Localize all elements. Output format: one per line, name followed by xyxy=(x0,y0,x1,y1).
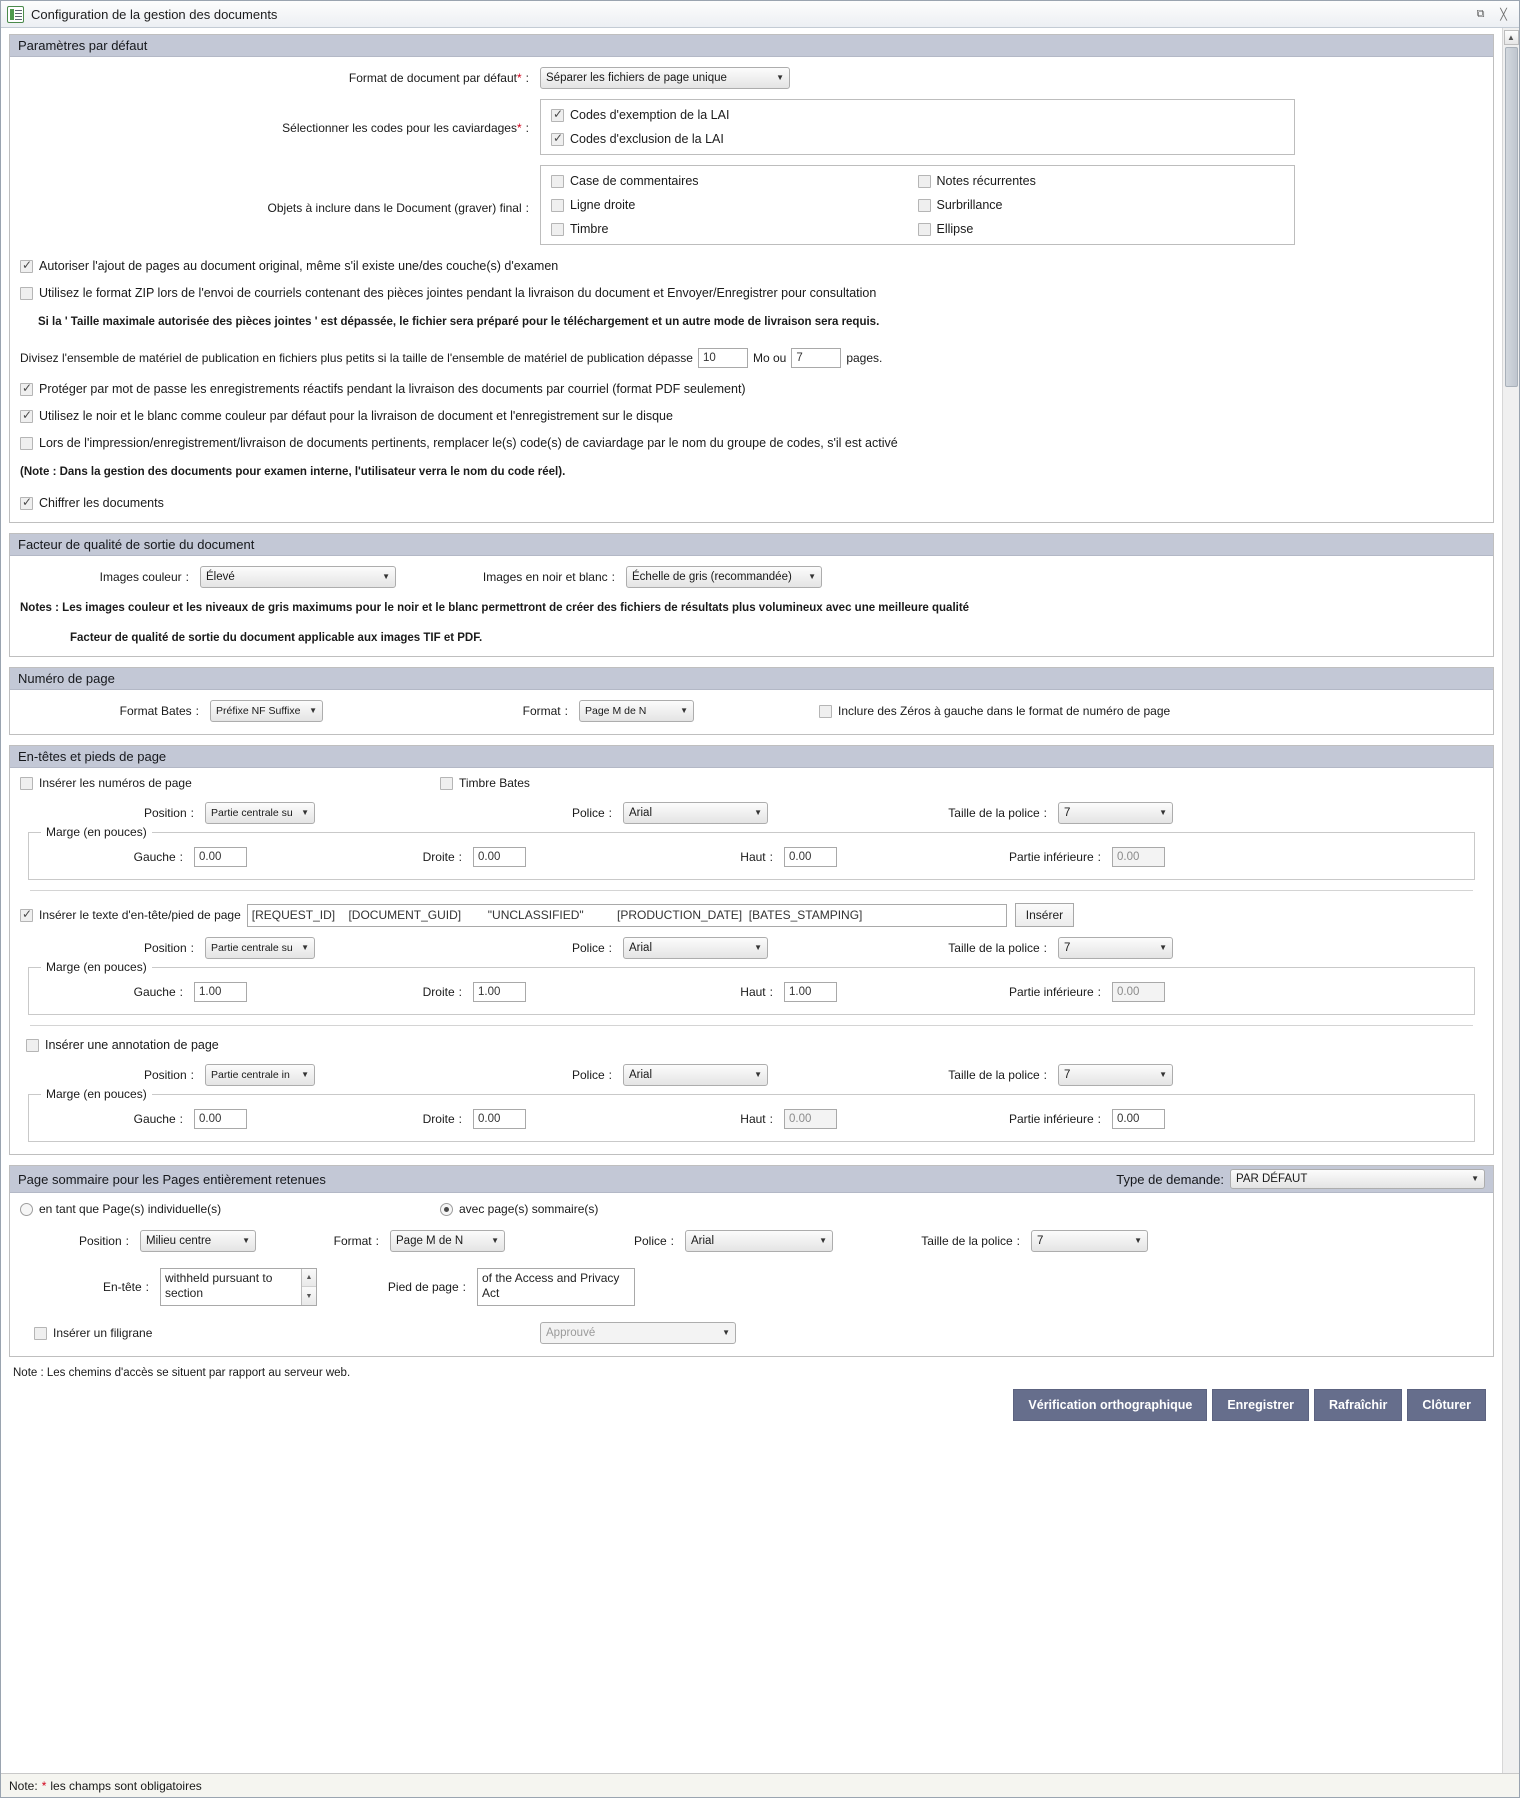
block2-left-label: Gauche : xyxy=(133,985,183,999)
checkbox-icon[interactable] xyxy=(551,223,564,236)
block3-position-label: Position : xyxy=(143,1068,194,1082)
chevron-down-icon: ▼ xyxy=(722,1328,730,1337)
checkbox-lai-exemption[interactable]: ✓ Codes d'exemption de la LAI xyxy=(551,108,926,122)
checkbox-straight-line[interactable]: Ligne droite xyxy=(551,198,918,212)
block2-police-label: Police : xyxy=(571,941,612,955)
summary-header-spinner[interactable] xyxy=(301,1269,316,1305)
block1-margins-row xyxy=(29,847,1474,867)
summary-footer-field[interactable] xyxy=(477,1268,635,1306)
block3-margin-left-input[interactable] xyxy=(194,1109,247,1129)
object-row xyxy=(551,174,1284,188)
final-objects-box xyxy=(540,165,1295,245)
block2-margin-bottom-input[interactable] xyxy=(1112,982,1165,1002)
block3-margin-fieldset xyxy=(28,1087,1475,1142)
block1-position-select[interactable]: Partie centrale su ▼ xyxy=(205,802,315,824)
block1-right-label: Droite : xyxy=(422,850,462,864)
zip-format-checkbox[interactable]: Utilisez le format ZIP lors de l'envoi de courriels contenant des pièces jointes pendant la livraison du document et Envoyer/Enregistrer pour consultation xyxy=(20,286,1483,300)
chevron-down-icon: ▼ xyxy=(301,1070,309,1079)
checkbox-icon[interactable] xyxy=(440,777,453,790)
defaults-group-title: Paramètres par défaut xyxy=(10,35,1493,57)
summary-page-group xyxy=(9,1165,1494,1357)
block1-margin-legend: Marge (en pouces) xyxy=(41,825,152,839)
block2-font-size-label: Taille de la police : xyxy=(948,941,1047,955)
doc-format-label: Format de document par défaut* : xyxy=(348,71,529,85)
radio-icon[interactable] xyxy=(20,1203,33,1216)
window-body xyxy=(1,28,1519,1773)
chevron-down-icon: ▼ xyxy=(1159,808,1167,817)
object-row xyxy=(551,198,1284,212)
split-text-middle: Mo ou xyxy=(752,351,787,365)
redaction-codes-row xyxy=(20,99,1483,155)
object-row xyxy=(551,222,1284,236)
save-button[interactable]: Enregistrer xyxy=(1212,1389,1309,1421)
chevron-down-icon: ▼ xyxy=(309,706,317,715)
final-objects-row xyxy=(20,165,1483,245)
status-note-text: les champs sont obligatoires xyxy=(50,1778,202,1793)
spinner-up-icon[interactable]: ▲ xyxy=(302,1269,316,1287)
checkbox-highlight[interactable]: Surbrillance xyxy=(918,198,1285,212)
color-images-label: Images couleur : xyxy=(99,570,189,584)
checkbox-stamp[interactable]: Timbre xyxy=(551,222,918,236)
checkbox-icon[interactable] xyxy=(551,133,564,146)
checkbox-icon[interactable] xyxy=(551,199,564,212)
chevron-down-icon: ▼ xyxy=(382,572,390,581)
summary-header-field[interactable] xyxy=(160,1268,317,1306)
redaction-codes-label: Sélectionner les codes pour les caviardages* : xyxy=(282,121,529,135)
chevron-down-icon: ▼ xyxy=(301,808,309,817)
checkbox-icon[interactable] xyxy=(551,109,564,122)
quality-group-title: Facteur de qualité de sortie du document xyxy=(10,534,1493,556)
block3-top-label: Haut : xyxy=(740,1112,773,1126)
checkbox-lai-exclusion[interactable]: ✓ Codes d'exclusion de la LAI xyxy=(551,132,926,146)
color-images-select[interactable]: Élevé ▼ xyxy=(200,566,396,588)
summary-format-label: Format : xyxy=(333,1234,379,1248)
block3-police-select[interactable]: Arial ▼ xyxy=(623,1064,768,1086)
required-star-icon: * xyxy=(41,1778,47,1793)
checkbox-icon[interactable] xyxy=(20,383,33,396)
radio-icon[interactable] xyxy=(440,1203,453,1216)
checkbox-recurring-notes[interactable]: Notes récurrentes xyxy=(918,174,1285,188)
defaults-group-body xyxy=(10,57,1493,522)
bw-images-label: Images en noir et blanc : xyxy=(482,570,615,584)
block2-right-label: Droite : xyxy=(422,985,462,999)
summary-position-label: Position : xyxy=(78,1234,129,1248)
block2-top-label: Haut : xyxy=(740,985,773,999)
checkbox-icon[interactable] xyxy=(20,909,33,922)
block3-right-label: Droite : xyxy=(422,1112,462,1126)
bates-format-select[interactable]: Préfixe NF Suffixe ▼ xyxy=(210,700,323,722)
chevron-down-icon: ▼ xyxy=(776,73,784,82)
block2-margins-row xyxy=(29,982,1474,1002)
page-annotation-checkbox[interactable]: Insérer une annotation de page xyxy=(26,1038,1483,1052)
block3-margins-row xyxy=(29,1109,1474,1129)
block2-bottom-label: Partie inférieure : xyxy=(1008,985,1101,999)
radio-individual-pages[interactable]: en tant que Page(s) individuelle(s) xyxy=(20,1202,440,1216)
close-button[interactable]: Clôturer xyxy=(1407,1389,1486,1421)
block1-left-label: Gauche : xyxy=(133,850,183,864)
summary-font-size-select[interactable]: 7 ▼ xyxy=(1031,1230,1148,1252)
block3-margin-top-input[interactable] xyxy=(784,1109,837,1129)
divider xyxy=(30,1025,1473,1026)
spellcheck-button[interactable]: Vérification orthographique xyxy=(1013,1389,1207,1421)
block1-position-label: Position : xyxy=(143,806,194,820)
block1-font-size-select[interactable]: 7 ▼ xyxy=(1058,802,1173,824)
document-icon xyxy=(7,6,24,23)
block3-position-select[interactable]: Partie centrale in ▼ xyxy=(205,1064,315,1086)
split-size-row xyxy=(20,348,1483,368)
checkbox-icon[interactable] xyxy=(20,260,33,273)
page-number-group-body xyxy=(10,690,1493,734)
chevron-down-icon: ▼ xyxy=(491,1236,499,1245)
split-text-before: Divisez l'ensemble de matériel de publication en fichiers plus petits si la taille de l'ensemble de matériel de publication dépasse xyxy=(20,351,693,365)
block3-controls-row xyxy=(20,1064,1483,1086)
block3-bottom-label: Partie inférieure : xyxy=(1008,1112,1101,1126)
page-number-group xyxy=(9,667,1494,735)
headerfooter-text-row xyxy=(20,903,1483,927)
summary-header-textarea[interactable] xyxy=(161,1269,301,1305)
quality-selects-row xyxy=(20,566,1483,588)
block2-police-select[interactable]: Arial ▼ xyxy=(623,937,768,959)
checkbox-icon[interactable] xyxy=(34,1327,47,1340)
quality-note-2: Facteur de qualité de sortie du document applicable aux images TIF et PDF. xyxy=(70,632,483,644)
headers-footers-group xyxy=(9,745,1494,1155)
block1-margin-fieldset xyxy=(28,825,1475,880)
block1-font-size-label: Taille de la police : xyxy=(948,806,1047,820)
block2-margin-legend: Marge (en pouces) xyxy=(41,960,152,974)
summary-header-label: En-tête : xyxy=(102,1280,149,1294)
summary-footer-label: Pied de page : xyxy=(387,1280,466,1294)
insert-page-numbers-checkbox[interactable]: Insérer les numéros de page xyxy=(20,776,440,790)
block1-police-select[interactable]: Arial ▼ xyxy=(623,802,768,824)
block2-margin-fieldset xyxy=(28,960,1475,1015)
chevron-down-icon: ▼ xyxy=(1159,1070,1167,1079)
split-size-input[interactable] xyxy=(698,348,748,368)
watermark-checkbox[interactable]: Insérer un filigrane xyxy=(20,1326,540,1340)
block1-police-label: Police : xyxy=(571,806,612,820)
insert-page-numbers-row xyxy=(20,776,1483,790)
block3-left-label: Gauche : xyxy=(133,1112,183,1126)
page-number-row xyxy=(20,700,1483,722)
checkbox-icon[interactable] xyxy=(819,705,832,718)
watermark-select[interactable]: Approuvé ▼ xyxy=(540,1322,736,1344)
headers-footers-group-body xyxy=(10,768,1493,1154)
checkbox-comment-box[interactable]: Case de commentaires xyxy=(551,174,918,188)
encrypt-documents-checkbox[interactable]: ✓ Chiffrer les documents xyxy=(20,496,1483,510)
split-text-after: pages. xyxy=(846,351,883,365)
checkbox-icon[interactable] xyxy=(918,199,931,212)
checkbox-icon[interactable] xyxy=(20,497,33,510)
checkbox-icon[interactable] xyxy=(918,175,931,188)
block2-controls-row xyxy=(20,937,1483,959)
block2-margin-top-input[interactable] xyxy=(784,982,837,1002)
chevron-down-icon: ▼ xyxy=(1471,1174,1479,1183)
summary-police-select[interactable]: Arial ▼ xyxy=(685,1230,833,1252)
chevron-down-icon: ▼ xyxy=(754,1070,762,1079)
bates-stamp-checkbox[interactable]: Timbre Bates xyxy=(440,776,530,790)
checkbox-icon[interactable] xyxy=(20,437,33,450)
block1-bottom-label: Partie inférieure : xyxy=(1008,850,1101,864)
block2-margin-right-input[interactable] xyxy=(473,982,526,1002)
bw-images-select[interactable]: Échelle de gris (recommandée) ▼ xyxy=(626,566,822,588)
quality-group xyxy=(9,533,1494,657)
scroll-up-icon[interactable]: ▲ xyxy=(1504,30,1519,45)
block1-margin-top-input[interactable] xyxy=(784,847,837,867)
status-bar xyxy=(1,1773,1519,1797)
summary-police-label: Police : xyxy=(633,1234,674,1248)
block2-position-label: Position : xyxy=(143,941,194,955)
checkbox-icon[interactable] xyxy=(20,777,33,790)
summary-position-select[interactable]: Milieu centre ▼ xyxy=(140,1230,256,1252)
code-note: (Note : Dans la gestion des documents pour examen interne, l'utilisateur verra le nom du code réel). xyxy=(20,466,566,478)
action-button-bar xyxy=(9,1379,1494,1429)
status-note-prefix: Note: xyxy=(9,1778,38,1793)
chevron-down-icon: ▼ xyxy=(819,1236,827,1245)
leading-zeros-checkbox[interactable]: Inclure des Zéros à gauche dans le format de numéro de page xyxy=(819,704,1170,718)
block1-margin-left-input[interactable] xyxy=(194,847,247,867)
summary-text-row xyxy=(20,1268,1483,1306)
page-number-group-title: Numéro de page xyxy=(10,668,1493,690)
required-star: * xyxy=(516,71,522,85)
scroll-content xyxy=(1,28,1502,1773)
checkbox-icon[interactable] xyxy=(551,175,564,188)
replace-codes-checkbox[interactable]: Lors de l'impression/enregistrement/livraison de documents pertinents, remplacer le(s) code(s) de caviardage par le nom du groupe de codes, s'il est activé xyxy=(20,436,1483,450)
block3-font-size-label: Taille de la police : xyxy=(948,1068,1047,1082)
redaction-code-row xyxy=(551,132,1284,146)
watermark-row xyxy=(20,1322,1483,1344)
summary-controls-row xyxy=(20,1230,1483,1252)
refresh-button[interactable]: Rafraîchir xyxy=(1314,1389,1402,1421)
summary-format-select[interactable]: Page M de N ▼ xyxy=(390,1230,505,1252)
page-format-select[interactable]: Page M de N ▼ xyxy=(579,700,694,722)
quality-group-body xyxy=(10,556,1493,656)
password-protect-checkbox[interactable]: ✓ Protéger par mot de passe les enregistrements réactifs pendant la livraison des documents par courriel (format PDF seulement) xyxy=(20,382,1483,396)
redaction-code-row xyxy=(551,108,1284,122)
divider xyxy=(30,890,1473,891)
request-type-select[interactable]: PAR DÉFAUT ▼ xyxy=(1230,1169,1485,1189)
summary-footer-textarea[interactable] xyxy=(478,1269,634,1305)
chevron-down-icon: ▼ xyxy=(754,943,762,952)
redaction-codes-box xyxy=(540,99,1295,155)
close-icon[interactable]: ╳ xyxy=(1500,8,1507,21)
block1-controls-row xyxy=(20,802,1483,824)
checkbox-icon[interactable] xyxy=(26,1039,39,1052)
block1-margin-bottom-input[interactable] xyxy=(1112,847,1165,867)
spinner-down-icon[interactable]: ▼ xyxy=(302,1287,316,1305)
split-pages-input[interactable] xyxy=(791,348,841,368)
bw-default-checkbox[interactable]: ✓ Utilisez le noir et le blanc comme couleur par défaut pour la livraison de document et l'enregistrement sur le disque xyxy=(20,409,1483,423)
block3-margin-bottom-input[interactable] xyxy=(1112,1109,1165,1129)
headerfooter-text-input[interactable] xyxy=(247,904,1007,927)
bates-format-label: Format Bates : xyxy=(119,704,199,718)
summary-font-size-label: Taille de la police : xyxy=(921,1234,1020,1248)
restore-icon[interactable]: ⧉ xyxy=(1476,7,1485,20)
chevron-down-icon: ▼ xyxy=(242,1236,250,1245)
summary-page-group-title: Page sommaire pour les Pages entièrement retenues Type de demande: PAR DÉFAUT ▼ xyxy=(10,1166,1493,1193)
block3-font-size-select[interactable]: 7 ▼ xyxy=(1058,1064,1173,1086)
footer-note: Note : Les chemins d'accès se situent par rapport au serveur web. xyxy=(13,1367,351,1379)
chevron-down-icon: ▼ xyxy=(680,706,688,715)
chevron-down-icon: ▼ xyxy=(1134,1236,1142,1245)
quality-note-1: Notes : Les images couleur et les niveaux de gris maximums pour le noir et le blanc permettront de créer des fichiers de résultats plus volumineux avec une meilleure qualité xyxy=(20,602,970,614)
block1-top-label: Haut : xyxy=(740,850,773,864)
page-format-label: Format : xyxy=(522,704,568,718)
vertical-scrollbar[interactable] xyxy=(1502,28,1519,1773)
chevron-down-icon: ▼ xyxy=(808,572,816,581)
doc-format-select[interactable]: Séparer les fichiers de page unique ▼ xyxy=(540,67,790,89)
headers-footers-group-title: En-têtes et pieds de page xyxy=(10,746,1493,768)
block2-position-select[interactable]: Partie centrale su ▼ xyxy=(205,937,315,959)
final-objects-label: Objets à inclure dans le Document (graver) final : xyxy=(267,201,529,215)
checkbox-icon[interactable] xyxy=(20,287,33,300)
doc-format-row xyxy=(20,67,1483,89)
block3-police-label: Police : xyxy=(571,1068,612,1082)
request-type-label: Type de demande: xyxy=(1116,1171,1224,1187)
headerfooter-text-checkbox[interactable]: ✓ Insérer le texte d'en-tête/pied de page xyxy=(20,908,241,922)
title-bar xyxy=(1,1,1519,28)
chevron-down-icon: ▼ xyxy=(301,943,309,952)
summary-page-group-body xyxy=(10,1193,1493,1356)
radio-summary-pages[interactable]: avec page(s) sommaire(s) xyxy=(440,1202,598,1216)
defaults-group xyxy=(9,34,1494,523)
block1-margin-right-input[interactable] xyxy=(473,847,526,867)
block2-margin-left-input[interactable] xyxy=(194,982,247,1002)
insert-button[interactable]: Insérer xyxy=(1015,903,1074,927)
block3-margin-right-input[interactable] xyxy=(473,1109,526,1129)
checkbox-icon[interactable] xyxy=(20,410,33,423)
scrollbar-thumb[interactable] xyxy=(1505,47,1518,387)
allow-add-pages-checkbox[interactable]: ✓ Autoriser l'ajout de pages au document original, même s'il existe une/des couche(s) d'examen xyxy=(20,259,1483,273)
chevron-down-icon: ▼ xyxy=(1159,943,1167,952)
checkbox-ellipse[interactable]: Ellipse xyxy=(918,222,1285,236)
summary-radio-row xyxy=(20,1202,1483,1216)
block2-font-size-select[interactable]: 7 ▼ xyxy=(1058,937,1173,959)
block3-margin-legend: Marge (en pouces) xyxy=(41,1087,152,1101)
window-title: Configuration de la gestion des documents xyxy=(31,6,278,22)
chevron-down-icon: ▼ xyxy=(754,808,762,817)
checkbox-icon[interactable] xyxy=(918,223,931,236)
zip-note: Si la ' Taille maximale autorisée des pièces jointes ' est dépassée, le fichier sera préparé pour le téléchargement et un autre mode de livraison sera requis. xyxy=(38,316,880,328)
